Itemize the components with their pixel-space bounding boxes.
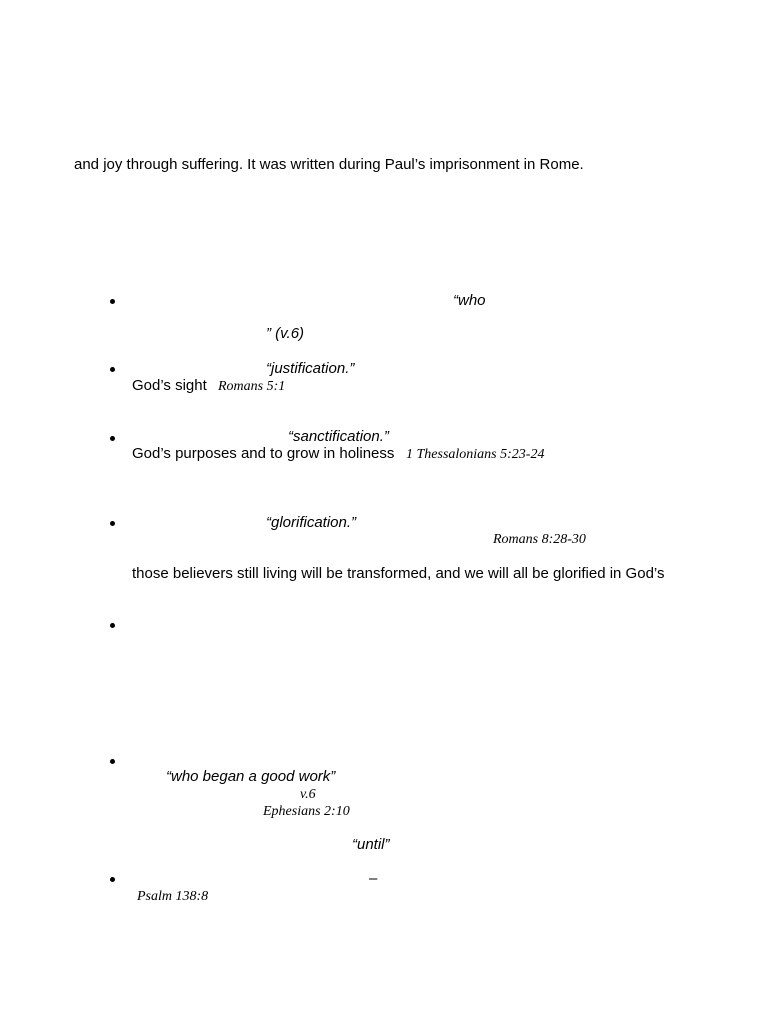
bullet-4 [110,521,115,526]
bullet-6 [110,759,115,764]
ref-v6: v.6 [300,787,316,802]
dash: – [369,870,378,887]
verse-ref-v6: ” (v.6) [266,325,305,342]
quote-until: “until” [352,836,390,853]
ref-psalm-138-8: Psalm 138:8 [137,889,209,904]
ref-romans-5-1: Romans 5:1 [218,379,286,394]
bullet-3 [110,436,115,441]
intro-line: and joy through suffering. It was written during Paul’s imprisonment in Rome. [74,156,584,173]
line-gods-sight: God’s sight [132,377,207,394]
term-justification: “justification.” [266,360,355,377]
bullet-2 [110,367,115,372]
bullet-1 [110,299,115,304]
ref-ephesians-2-10: Ephesians 2:10 [263,804,350,819]
quote-began-good-work: “who began a good work” [166,768,336,785]
ref-romans-8-28-30: Romans 8:28-30 [493,532,586,547]
quote-who: “who [453,292,486,309]
line-believers-transformed: those believers still living will be transformed, and we will all be glorified in God’s [132,565,665,582]
term-sanctification: “sanctification.” [288,428,389,445]
bullet-7 [110,877,115,882]
line-gods-purposes: God’s purposes and to grow in holiness [132,445,395,462]
ref-1-thessalonians: 1 Thessalonians 5:23-24 [406,447,545,462]
term-glorification: “glorification.” [266,514,357,531]
bullet-5 [110,623,115,628]
